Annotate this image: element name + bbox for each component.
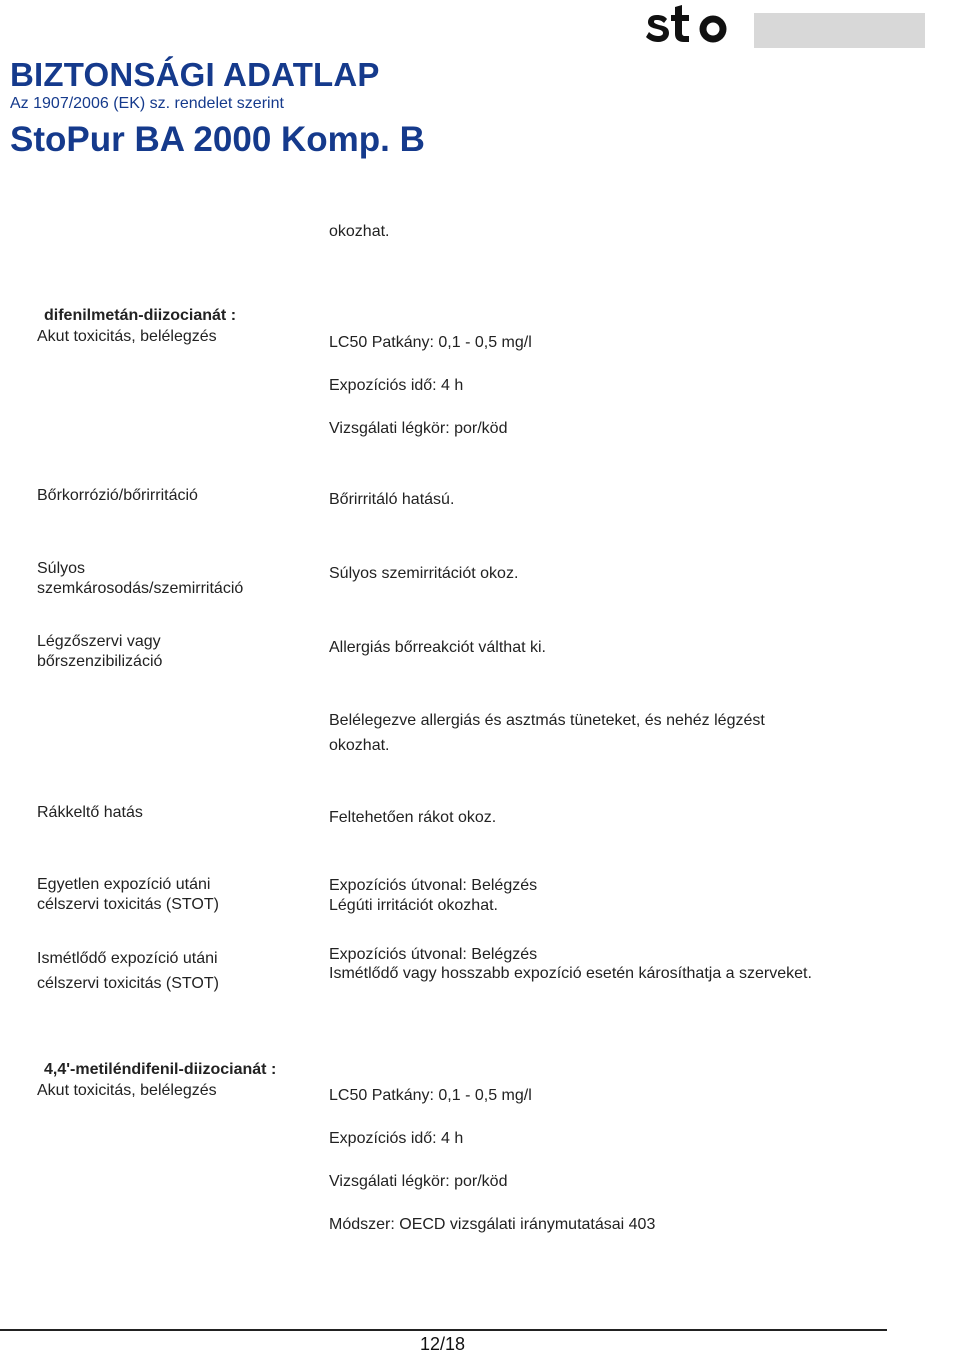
page-number: 12/18 — [420, 1334, 466, 1354]
sensitization-value-resp-line2: okozhat. — [329, 737, 390, 754]
stot-single-effect: Légúti irritációt okozhat. — [329, 897, 498, 914]
stot-single-label-line2: célszervi toxicitás (STOT) — [37, 896, 219, 913]
stot-repeated-effect: Ismétlődő vagy hosszabb expozíció esetén károsíthatja a szerveket. — [329, 965, 812, 982]
substance-name: 4,4'-metiléndifenil-diizocianát : — [44, 1061, 277, 1078]
sensitization-label-line2: bőrszenzibilizáció — [37, 653, 163, 670]
document-title: BIZTONSÁGI ADATLAP — [10, 56, 380, 93]
eye-damage-label-line1: Súlyos — [37, 560, 86, 577]
carcinogenicity-label: Rákkeltő hatás — [37, 804, 143, 821]
stot-repeated-label-line2: célszervi toxicitás (STOT) — [37, 975, 219, 992]
eye-damage-label-line2: szemkárosodás/szemirritáció — [37, 580, 244, 597]
stot-single-label-line1: Egyetlen expozíció utáni — [37, 876, 211, 893]
sensitization-label-line1: Légzőszervi vagy — [37, 633, 161, 650]
test-method: Módszer: OECD vizsgálati iránymutatásai 403 — [329, 1216, 656, 1233]
acute-toxicity-label: Akut toxicitás, belélegzés — [37, 328, 217, 345]
header-grey-bar — [754, 13, 925, 48]
test-atmosphere: Vizsgálati légkör: por/köd — [329, 1173, 508, 1190]
continued-text: okozhat. — [329, 223, 390, 240]
skin-corrosion-value: Bőrirritáló hatású. — [329, 491, 455, 508]
test-atmosphere: Vizsgálati légkör: por/köd — [329, 420, 508, 437]
regulation-subtitle: Az 1907/2006 (EK) sz. rendelet szerint — [10, 95, 284, 112]
stot-repeated-label-line1: Ismétlődő expozíció utáni — [37, 950, 218, 967]
lc50-value: LC50 Patkány: 0,1 - 0,5 mg/l — [329, 334, 532, 351]
exposure-time: Expozíciós idő: 4 h — [329, 1130, 464, 1147]
skin-corrosion-label: Bőrkorrózió/bőrirritáció — [37, 487, 198, 504]
lc50-value: LC50 Patkány: 0,1 - 0,5 mg/l — [329, 1087, 532, 1104]
acute-toxicity-label: Akut toxicitás, belélegzés — [37, 1082, 217, 1099]
stot-single-route: Expozíciós útvonal: Belégzés — [329, 877, 538, 894]
carcinogenicity-value: Feltehetően rákot okoz. — [329, 809, 497, 826]
sto-logo — [645, 2, 741, 50]
product-name: StoPur BA 2000 Komp. B — [10, 120, 425, 159]
substance-name: difenilmetán-diizocianát : — [44, 307, 237, 324]
sensitization-value-resp-line1: Belélegezve allergiás és asztmás tüneteket, és nehéz légzést — [329, 712, 765, 729]
footer-divider — [0, 1329, 887, 1331]
stot-repeated-route: Expozíciós útvonal: Belégzés — [329, 946, 538, 963]
eye-damage-value: Súlyos szemirritációt okoz. — [329, 565, 519, 582]
exposure-time: Expozíciós idő: 4 h — [329, 377, 464, 394]
sensitization-value-skin: Allergiás bőrreakciót válthat ki. — [329, 639, 546, 656]
